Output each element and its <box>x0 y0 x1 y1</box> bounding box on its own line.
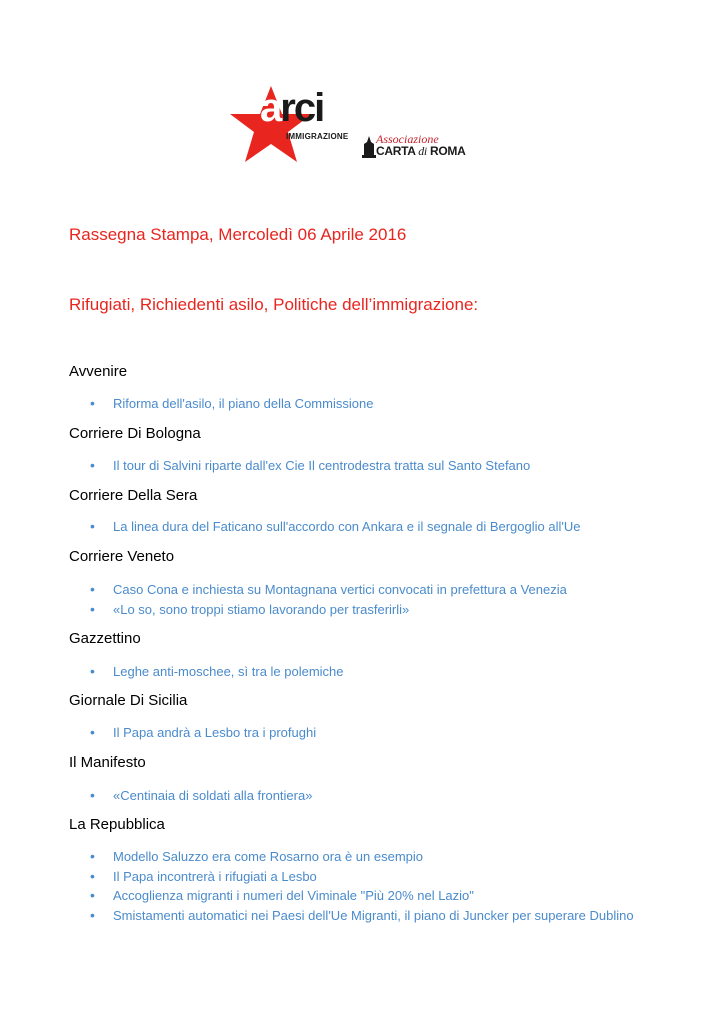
arci-letter-a: a <box>260 86 281 130</box>
source-heading: Avvenire <box>69 363 128 380</box>
article-link[interactable]: • Riforma dell'asilo, il piano della Commissione <box>90 394 373 414</box>
article-link[interactable]: • «Lo so, sono troppi stiamo lavorando per trasferirli» <box>90 600 567 620</box>
article-list <box>90 456 530 476</box>
article-link[interactable]: • Leghe anti-moschee, sì tra le polemiche <box>90 662 344 682</box>
article-link[interactable]: • «Centinaia di soldati alla frontiera» <box>90 786 312 806</box>
header-logos <box>226 84 486 166</box>
article-link[interactable]: • Caso Cona e inchiesta su Montagnana vertici convocati in prefettura a Venezia <box>90 580 567 600</box>
article-link[interactable]: • Accoglienza migranti i numeri del Viminale "Più 20% nel Lazio" <box>90 886 634 906</box>
arci-subtitle: IMMIGRAZIONE <box>286 132 349 141</box>
document-title: Rassegna Stampa, Mercoledì 06 Aprile 2016 <box>69 225 407 244</box>
source-heading: Corriere Veneto <box>69 548 175 565</box>
article-list <box>90 786 312 806</box>
article-link[interactable]: • La linea dura del Faticano sull'accordo con Ankara e il segnale di Bergoglio all'Ue <box>90 517 580 537</box>
carta-assoc-label: Associazione <box>376 132 439 146</box>
monument-icon <box>362 136 376 158</box>
article-link[interactable]: • Il tour di Salvini riparte dall'ex Cie Il centrodestra tratta sul Santo Stefano <box>90 456 530 476</box>
article-list <box>90 580 567 619</box>
article-link[interactable]: • Smistamenti automatici nei Paesi dell'Ue Migranti, il piano di Juncker per superare Dublino <box>90 906 634 926</box>
article-list <box>90 723 316 743</box>
source-heading: Il Manifesto <box>69 754 146 771</box>
source-heading: Gazzettino <box>69 630 141 647</box>
article-list <box>90 662 344 682</box>
source-heading: Giornale Di Sicilia <box>69 692 188 709</box>
article-list <box>90 847 634 925</box>
source-heading: Corriere Di Bologna <box>69 425 201 442</box>
arci-letters-rest: rci <box>280 86 324 130</box>
source-heading: La Repubblica <box>69 816 165 833</box>
article-link[interactable]: • Il Papa andrà a Lesbo tra i profughi <box>90 723 316 743</box>
carta-name-label: CARTA di ROMA <box>376 144 466 158</box>
article-link[interactable]: • Modello Saluzzo era come Rosarno ora è un esempio <box>90 847 634 867</box>
article-link[interactable]: • Il Papa incontrerà i rifugiati a Lesbo <box>90 867 634 887</box>
section-heading: Rifugiati, Richiedenti asilo, Politiche dell’immigrazione: <box>69 295 479 314</box>
arci-wordmark <box>260 88 323 128</box>
article-list <box>90 394 373 414</box>
source-heading: Corriere Della Sera <box>69 487 198 504</box>
carta-di-roma-logo <box>362 132 482 162</box>
article-list <box>90 517 580 537</box>
arci-logo <box>226 84 350 164</box>
